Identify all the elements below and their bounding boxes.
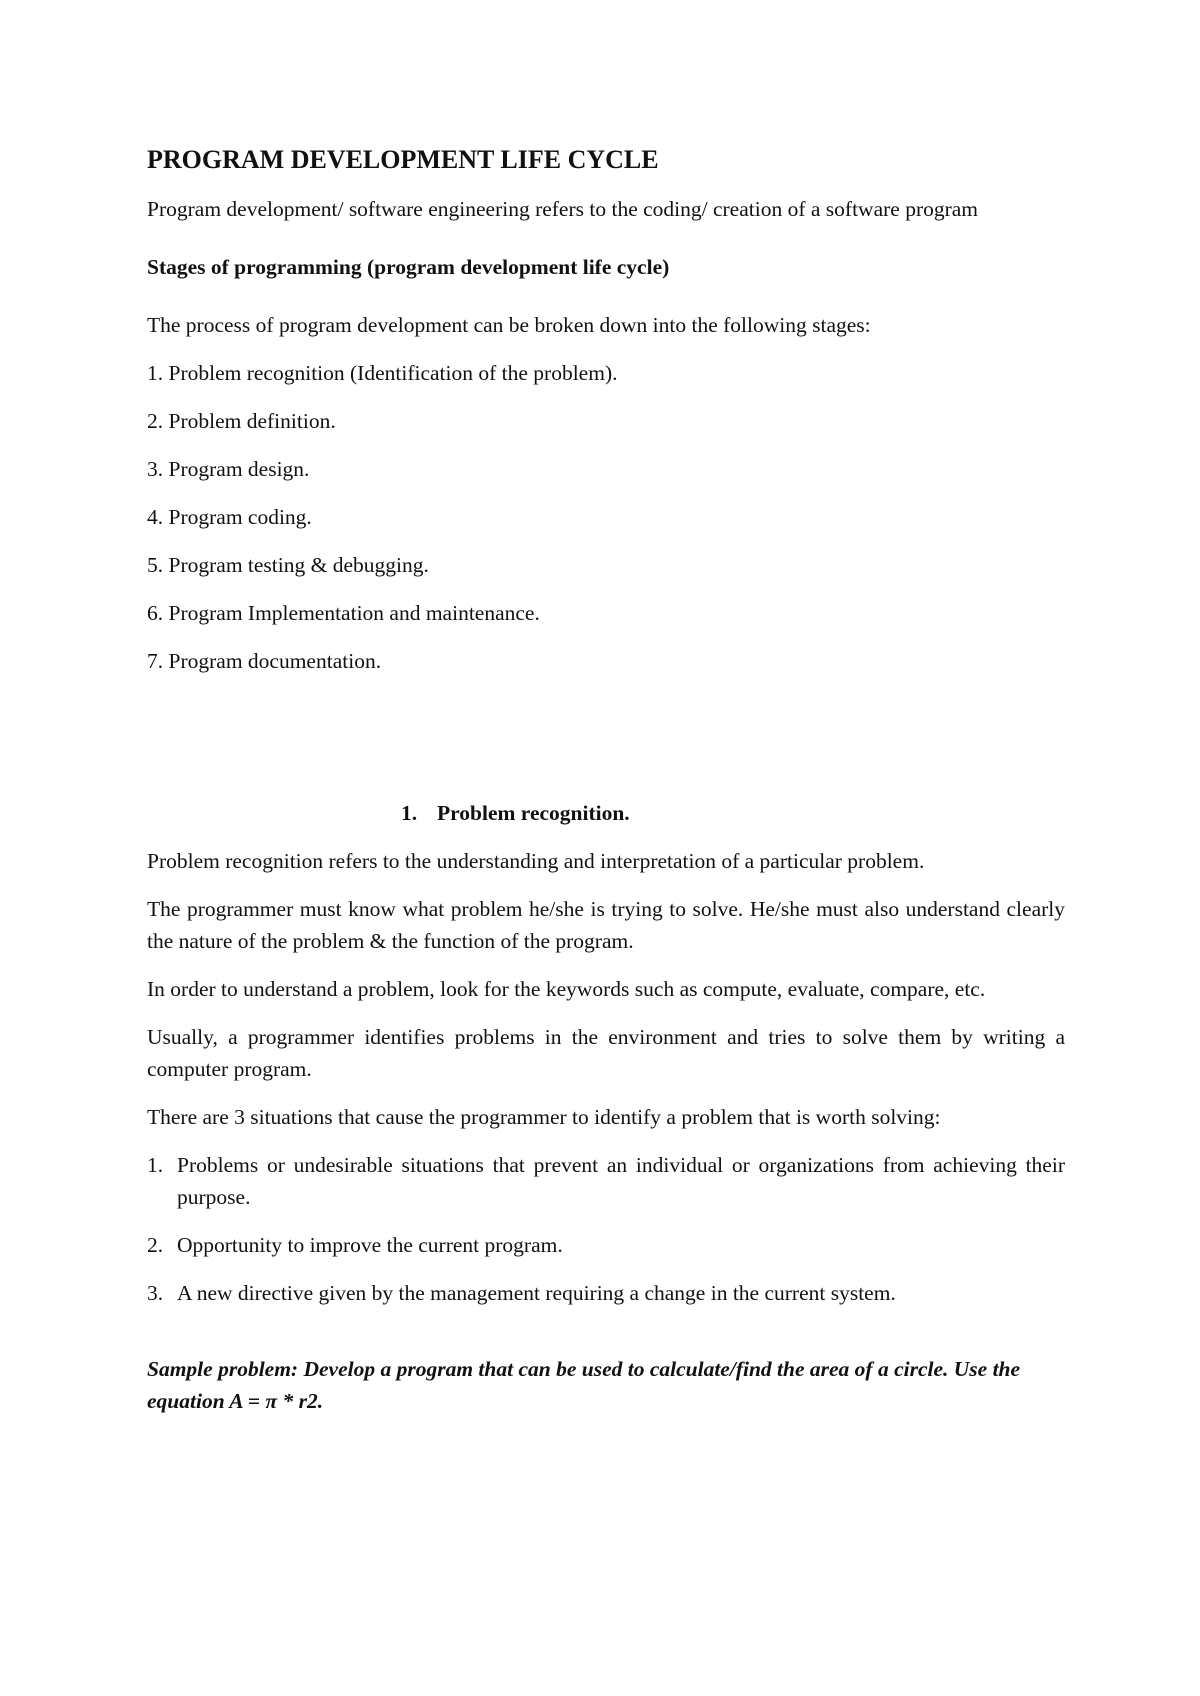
section-paragraph: Problem recognition refers to the understanding and interpretation of a particular problem. xyxy=(147,849,925,873)
situation-text: Problems or undesirable situations that prevent an individual or organizations from achieving their purpose. xyxy=(177,1153,1065,1209)
situation-item xyxy=(147,1277,1065,1309)
section-paragraph: Usually, a programmer identifies problems in the environment and tries to solve them by writing a computer program. xyxy=(147,1025,1065,1081)
document-body xyxy=(147,143,1065,1433)
stages-list xyxy=(147,357,1065,677)
section-paragraph: In order to understand a problem, look for the keywords such as compute, evaluate, compare, etc. xyxy=(147,977,986,1001)
sample-problem: Sample problem: Develop a program that can be used to calculate/find the area of a circle. Use the equation A = π * r2. xyxy=(147,1357,1021,1413)
stage-item: 2. Problem definition. xyxy=(147,409,336,433)
stages-heading: Stages of programming (program development life cycle) xyxy=(147,255,670,279)
situation-number: 2. xyxy=(147,1233,164,1257)
stages-intro: The process of program development can be broken down into the following stages: xyxy=(147,313,871,337)
intro-paragraph: Program development/ software engineering refers to the coding/ creation of a software program xyxy=(147,197,979,221)
document-title: PROGRAM DEVELOPMENT LIFE CYCLE xyxy=(147,145,659,174)
situation-item xyxy=(147,1229,1065,1261)
situation-item xyxy=(147,1149,1065,1213)
stage-item: 7. Program documentation. xyxy=(147,649,382,673)
section-paragraph: There are 3 situations that cause the programmer to identify a problem that is worth solving: xyxy=(147,1105,941,1129)
situation-text: Opportunity to improve the current program. xyxy=(177,1233,563,1257)
section-title: Problem recognition. xyxy=(437,801,630,825)
section-heading-problem-recognition xyxy=(147,797,1065,829)
section-paragraph: The programmer must know what problem he/she is trying to solve. He/she must also understand clearly the nature of the problem & the function of the program. xyxy=(147,897,1065,953)
stage-item: 4. Program coding. xyxy=(147,505,312,529)
situation-number: 3. xyxy=(147,1281,164,1305)
stage-item: 5. Program testing & debugging. xyxy=(147,553,429,577)
stage-item: 6. Program Implementation and maintenance. xyxy=(147,601,540,625)
stage-item: 3. Program design. xyxy=(147,457,310,481)
situation-number: 1. xyxy=(147,1153,164,1177)
situations-list xyxy=(147,1149,1065,1309)
situation-text: A new directive given by the management requiring a change in the current system. xyxy=(177,1281,896,1305)
section-number: 1. xyxy=(401,801,418,825)
stage-item: 1. Problem recognition (Identification of the problem). xyxy=(147,361,618,385)
